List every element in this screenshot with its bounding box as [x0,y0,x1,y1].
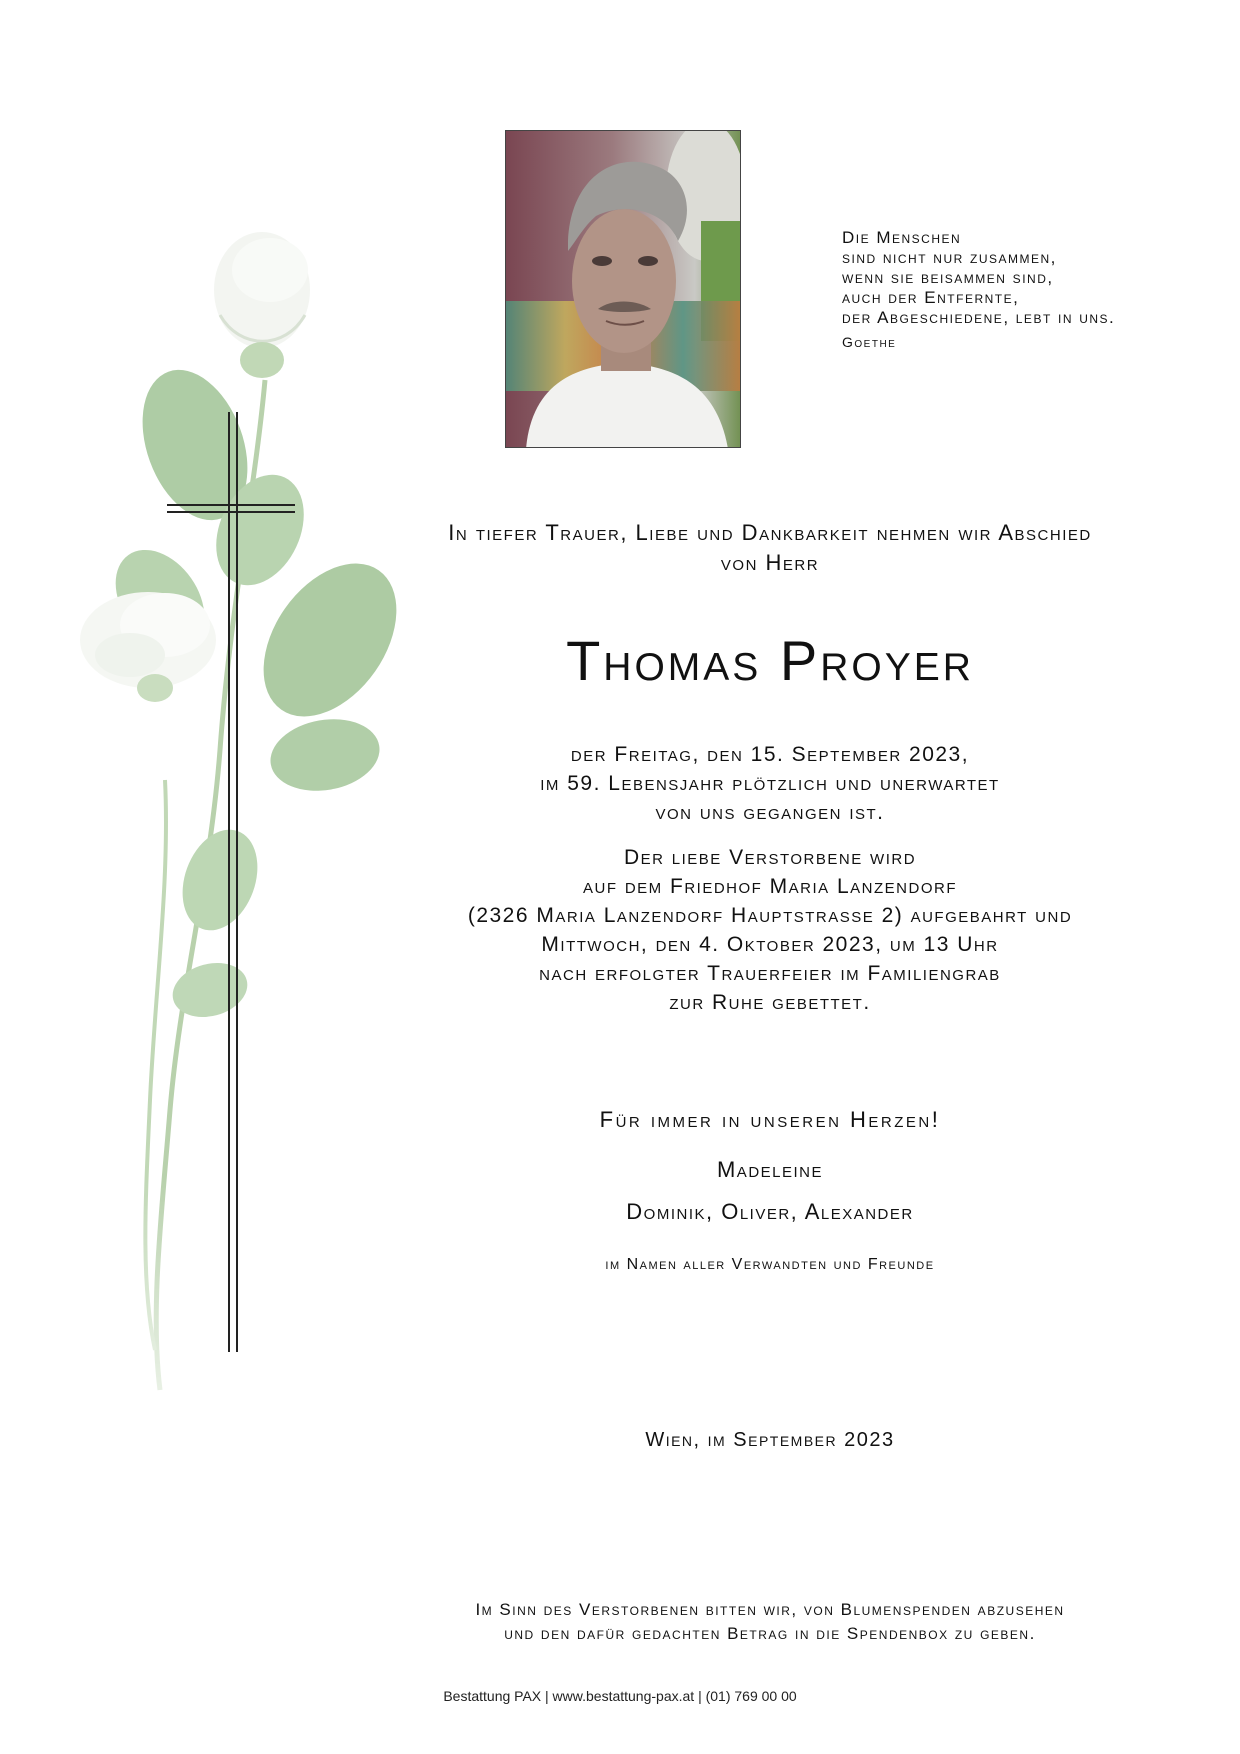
family-note: im Namen aller Verwandten und Freunde [605,1256,935,1273]
donation-line: und den dafür gedachten Betrag in die Spendenbox zu geben. [504,1624,1036,1643]
quote-author: Goethe [842,334,897,350]
quote-line: auch der Entfernte, [842,288,1020,307]
death-line: von uns gegangen ist. [655,801,885,824]
intro-line: von Herr [720,550,820,575]
family-motto: Für immer in unseren Herzen! [599,1107,941,1132]
burial-line: (2326 Maria Lanzendorf Hauptstrasse 2) aufgebahrt und [467,904,1073,927]
burial-line: zur Ruhe gebettet. [669,991,871,1014]
deceased-name: Thomas Proyer [566,629,974,692]
death-line: im 59. Lebensjahr plötzlich und unerwartet [540,772,1000,795]
burial-line: auf dem Friedhof Maria Lanzendorf [582,875,957,898]
family-names: Dominik, Oliver, Alexander [626,1199,914,1224]
death-notice [380,740,1160,827]
cross-vertical-line [228,412,230,1352]
donation-line: Im Sinn des Verstorbenen bitten wir, von Blumenspenden abzusehen [475,1600,1065,1619]
burial-line: Der liebe Verstorbene wird [623,846,917,869]
intro-line: In tiefer Trauer, Liebe und Dankbarkeit nehmen wir Abschied [448,520,1092,545]
goethe-quote [842,228,1202,352]
death-line: der Freitag, den 15. September 2023, [570,743,970,766]
burial-line: nach erfolgter Trauerfeier im Familiengrab [539,962,1001,985]
place-date: Wien, im September 2023 [645,1429,895,1451]
funeral-home-footer: Bestattung PAX | www.bestattung-pax.at | (01) 769 00 00 [443,1688,797,1704]
burial-line: Mittwoch, den 4. Oktober 2023, um 13 Uhr [541,933,999,956]
burial-info [380,843,1160,1017]
quote-line: wenn sie beisammen sind, [842,268,1054,287]
portrait-photo [505,130,741,448]
quote-line: Die Menschen [842,228,962,247]
donation-request [380,1598,1160,1646]
cross-horizontal-line [167,504,295,506]
rose-illustration [70,230,410,1490]
cross-vertical-line [236,412,238,1352]
intro-text [380,518,1160,578]
family-names: Madeleine [716,1157,824,1182]
quote-line: der Abgeschiedene, lebt in uns. [842,308,1116,327]
quote-line: sind nicht nur zusammen, [842,248,1057,267]
cross-horizontal-line [167,511,295,513]
